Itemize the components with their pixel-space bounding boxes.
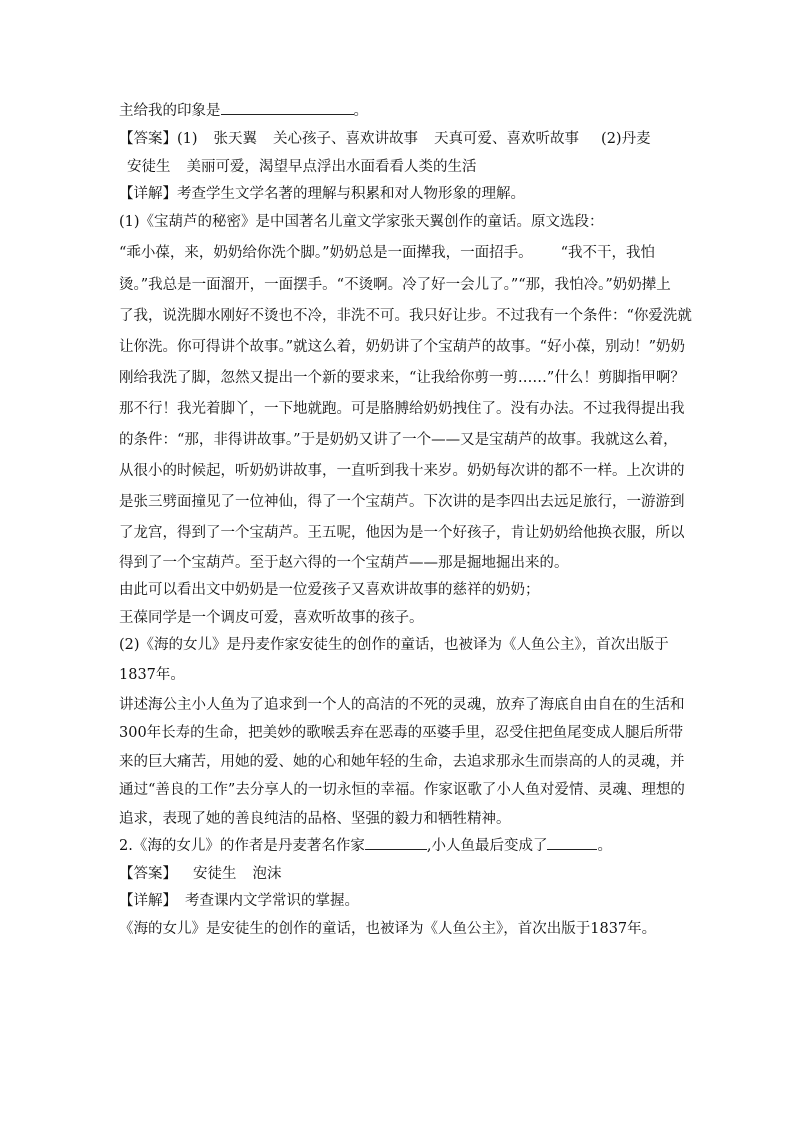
answer-c: 天真可爱、喜欢听故事: [434, 131, 580, 147]
answer-b: 泡沫: [252, 865, 282, 882]
para-text: 讲述海公主小人鱼为了追求到一个人的高洁的不死的灵魂，放弃了海底自由自在的生活和: [119, 696, 685, 713]
question-text: 2.《海的女儿》的作者是丹麦著名作家: [119, 838, 365, 854]
question2-line: [119, 833, 679, 861]
excerpt-line: [119, 332, 685, 363]
question-end: 。: [353, 103, 368, 119]
answer-blank: [365, 833, 427, 850]
para3-block: [119, 691, 685, 834]
question-text: ,小人鱼最后变成了: [426, 838, 548, 854]
question1-tail: [119, 96, 679, 126]
answer-part2: (2)丹麦: [601, 131, 651, 147]
excerpt-text: 烫。”我总是一面溜开，一面摆手。“不烫啊。冷了好一会儿了。”“那，我怕冷。”奶奶撵上: [119, 277, 671, 293]
excerpt-block: [119, 270, 692, 577]
detail1-line: [119, 181, 679, 209]
answer2-line: [119, 861, 679, 889]
answer-blank: [547, 833, 597, 850]
para-text: 通过“善良的工作”去分享人的一切永恒的幸福。作家讴歌了小人鱼对爱情、灵魂、理想的: [119, 782, 685, 798]
answer-a: 安徒生: [193, 865, 237, 882]
para-text: 《海的女儿》是安徒生的创作的童话，也被译为《人鱼公主》，首次出版于1837年。: [119, 920, 657, 937]
para-text: 300年长寿的生命，把美妙的歌喉丢弃在恶毒的巫婆手里，忍受住把鱼尾变成人腿后所带: [119, 725, 684, 741]
para-text: 1837年。: [119, 666, 185, 683]
excerpt-text: 从很小的时候起，听奶奶讲故事，一直听到我十来岁。奶奶每次讲的都不一样。上次讲的: [119, 463, 685, 479]
answer1-line1: [119, 126, 679, 154]
para2-line-1: [119, 632, 679, 660]
conclusion-line-2: [119, 605, 679, 633]
excerpt-line: [119, 456, 685, 487]
excerpt-line: [119, 270, 679, 301]
para2-line-2: [119, 660, 679, 691]
answer-tag: 【答案】: [119, 131, 177, 147]
document-page: [119, 96, 692, 943]
para3-line: [119, 776, 685, 805]
para-text: (1)《宝葫芦的秘密》是中国著名儿童文学家张天翼创作的童话。原文选段：: [119, 213, 604, 230]
excerpt-line: [119, 363, 685, 394]
answer-e: 美丽可爱，渴望早点浮出水面看看人类的生活: [186, 158, 477, 175]
para1-intro: [119, 209, 679, 237]
excerpt-text: 那不行！我光着脚丫，一下地就跑。可是胳膊给奶奶拽住了。没有办法。不过我得提出我: [119, 401, 685, 417]
para3-line: [119, 691, 685, 720]
excerpt-text: “乖小葆，来，奶奶给你洗个脚。”奶奶总是一面撵我，一面招手。: [119, 245, 533, 261]
answer-part1: (1): [177, 131, 198, 147]
detail-text: 考查课内文学常识的掌握。: [185, 893, 359, 909]
excerpt-line: [119, 394, 685, 425]
excerpt-text: “我不干，我怕: [560, 245, 655, 261]
excerpt-line: [119, 518, 685, 549]
answer-blank: [221, 98, 354, 115]
excerpt-line: [119, 487, 685, 518]
detail-text: 考查学生文学名著的理解与积累和对人物形象的理解。: [177, 186, 525, 202]
para-text: 来的巨大痛苦，用她的爱、她的心和她年轻的生命，去追求那永生而崇高的人的灵魂，并: [119, 753, 685, 770]
question-end: 。: [597, 838, 612, 854]
para3-line: [119, 748, 685, 777]
excerpt-text: 让你洗。你可得讲个故事。”就这么着，奶奶讲了个宝葫芦的故事。“好小葆，别动！”奶奶: [119, 339, 685, 355]
excerpt-text: 了我，说洗脚水刚好不烫也不冷，非洗不可。我只好让步。不过我有一个条件：“你爱洗就: [119, 308, 692, 324]
detail-tag: 【详解】: [119, 186, 177, 202]
answer-b: 关心孩子、喜欢讲故事: [273, 131, 419, 147]
para-text: (2)《海的女儿》是丹麦作家安徒生的创作的童话，也被译为《人鱼公主》，首次出版于: [119, 637, 669, 653]
final-line: [119, 916, 679, 944]
excerpt-line: [119, 549, 679, 577]
excerpt-line: [119, 425, 679, 456]
detail2-line: [119, 888, 679, 916]
conclusion-text: 由此可以看出文中奶奶是一位爱孩子又喜欢讲故事的慈祥的奶奶；: [119, 582, 540, 598]
excerpt-text: 刚给我洗了脚，忽然又提出一个新的要求来，“让我给你剪一剪……”什么！剪脚指甲啊？: [119, 370, 685, 386]
conclusion-line-1: [119, 577, 679, 605]
para3-line: [119, 805, 679, 834]
answer1-line2: [119, 154, 679, 182]
excerpt-line: [119, 301, 692, 332]
detail-tag: 【详解】: [119, 893, 177, 909]
para-text: 追求，表现了她的善良纯洁的品格、坚强的毅力和牺牲精神。: [119, 810, 511, 827]
excerpt-text: 的条件：“那，非得讲故事。”于是奶奶又讲了一个——又是宝葫芦的故事。我就这么着，: [119, 432, 678, 448]
answer-d: 安徒生: [127, 158, 171, 175]
conclusion-text: 王葆同学是一个调皮可爱，喜欢听故事的孩子。: [119, 609, 424, 626]
excerpt-line-0: [119, 236, 679, 270]
excerpt-text: 了龙宫，得到了一个宝葫芦。王五呢，他因为是一个好孩子，肯让奶奶给他换衣服，所以: [119, 525, 685, 541]
question-text: 主给我的印象是: [119, 103, 221, 119]
para3-line: [119, 719, 684, 748]
excerpt-text: 得到了一个宝葫芦。至于赵六得的一个宝葫芦——那是掘地掘出来的。: [119, 555, 569, 571]
excerpt-text: 是张三劈面撞见了一位神仙，得了一个宝葫芦。下次讲的是李四出去远足旅行，一游游到: [119, 494, 685, 510]
answer-a: 张天翼: [213, 131, 258, 147]
answer-tag: 【答案】: [119, 865, 177, 882]
